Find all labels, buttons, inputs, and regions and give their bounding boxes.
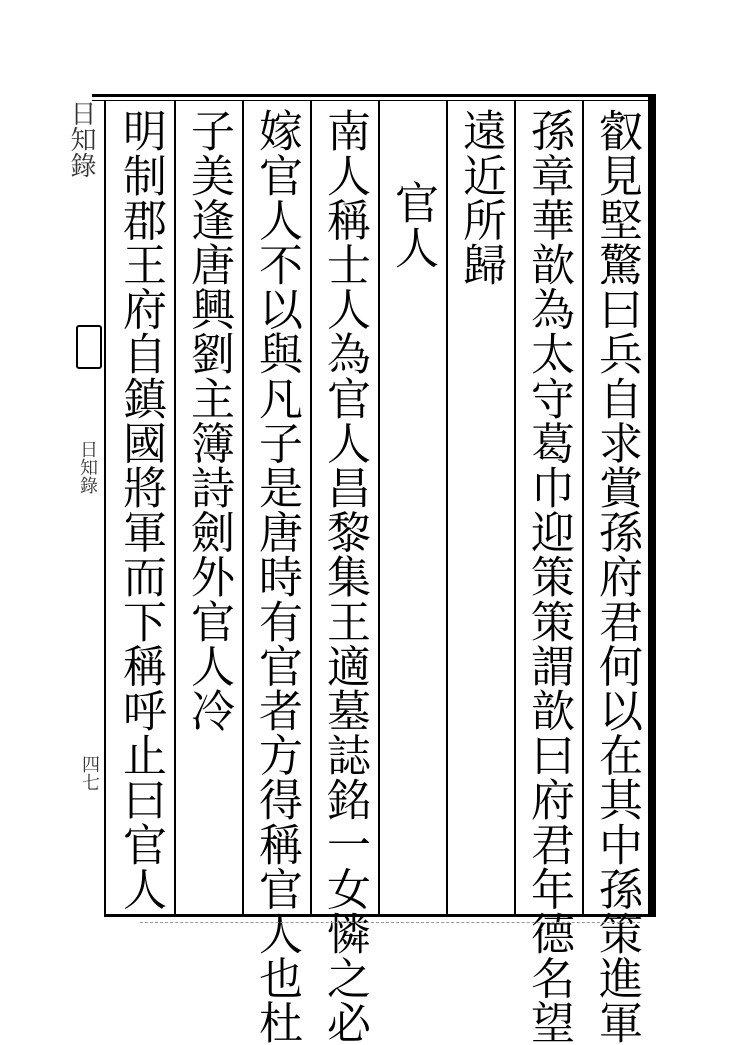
column-rule	[310, 100, 312, 914]
margin-title: 日知錄	[66, 100, 96, 178]
column-rule	[514, 100, 516, 914]
text-column-6: 嫁官人不以與凡子是唐時有官者方得稱官人也杜	[251, 108, 302, 1045]
text-column-2: 孫章華歆為太守葛巾迎策策謂歆曰府君年德名望	[523, 108, 574, 1045]
column-rule	[378, 100, 380, 914]
column-rule	[446, 100, 448, 914]
page-number: 四七	[79, 755, 100, 791]
frame-top-inner-border	[92, 100, 652, 101]
frame-right-border	[648, 94, 656, 917]
text-column-5: 南人稱士人為官人昌黎集王適墓誌銘一女憐之必	[319, 108, 370, 1045]
text-column-8: 明制郡王府自鎮國將軍而下稱呼止曰官人	[115, 108, 166, 911]
bottom-print-marks	[140, 922, 640, 929]
frame-top-border	[92, 94, 652, 97]
section-heading: 官人	[387, 180, 438, 270]
book-margin	[66, 100, 102, 914]
text-column-3: 遠近所歸	[455, 108, 506, 287]
column-rule	[242, 100, 244, 914]
column-rule	[582, 100, 584, 914]
frame-left-border	[104, 100, 106, 917]
fishtail-mark-icon	[76, 325, 102, 369]
column-rule	[174, 100, 176, 914]
text-column-7: 子美逢唐興劉主簿詩劍外官人冷	[183, 108, 234, 733]
text-column-1: 叡見堅驚曰兵自求賞孫府君何以在其中孫策進軍	[591, 108, 642, 1045]
margin-subtitle: 日知錄	[77, 440, 98, 494]
